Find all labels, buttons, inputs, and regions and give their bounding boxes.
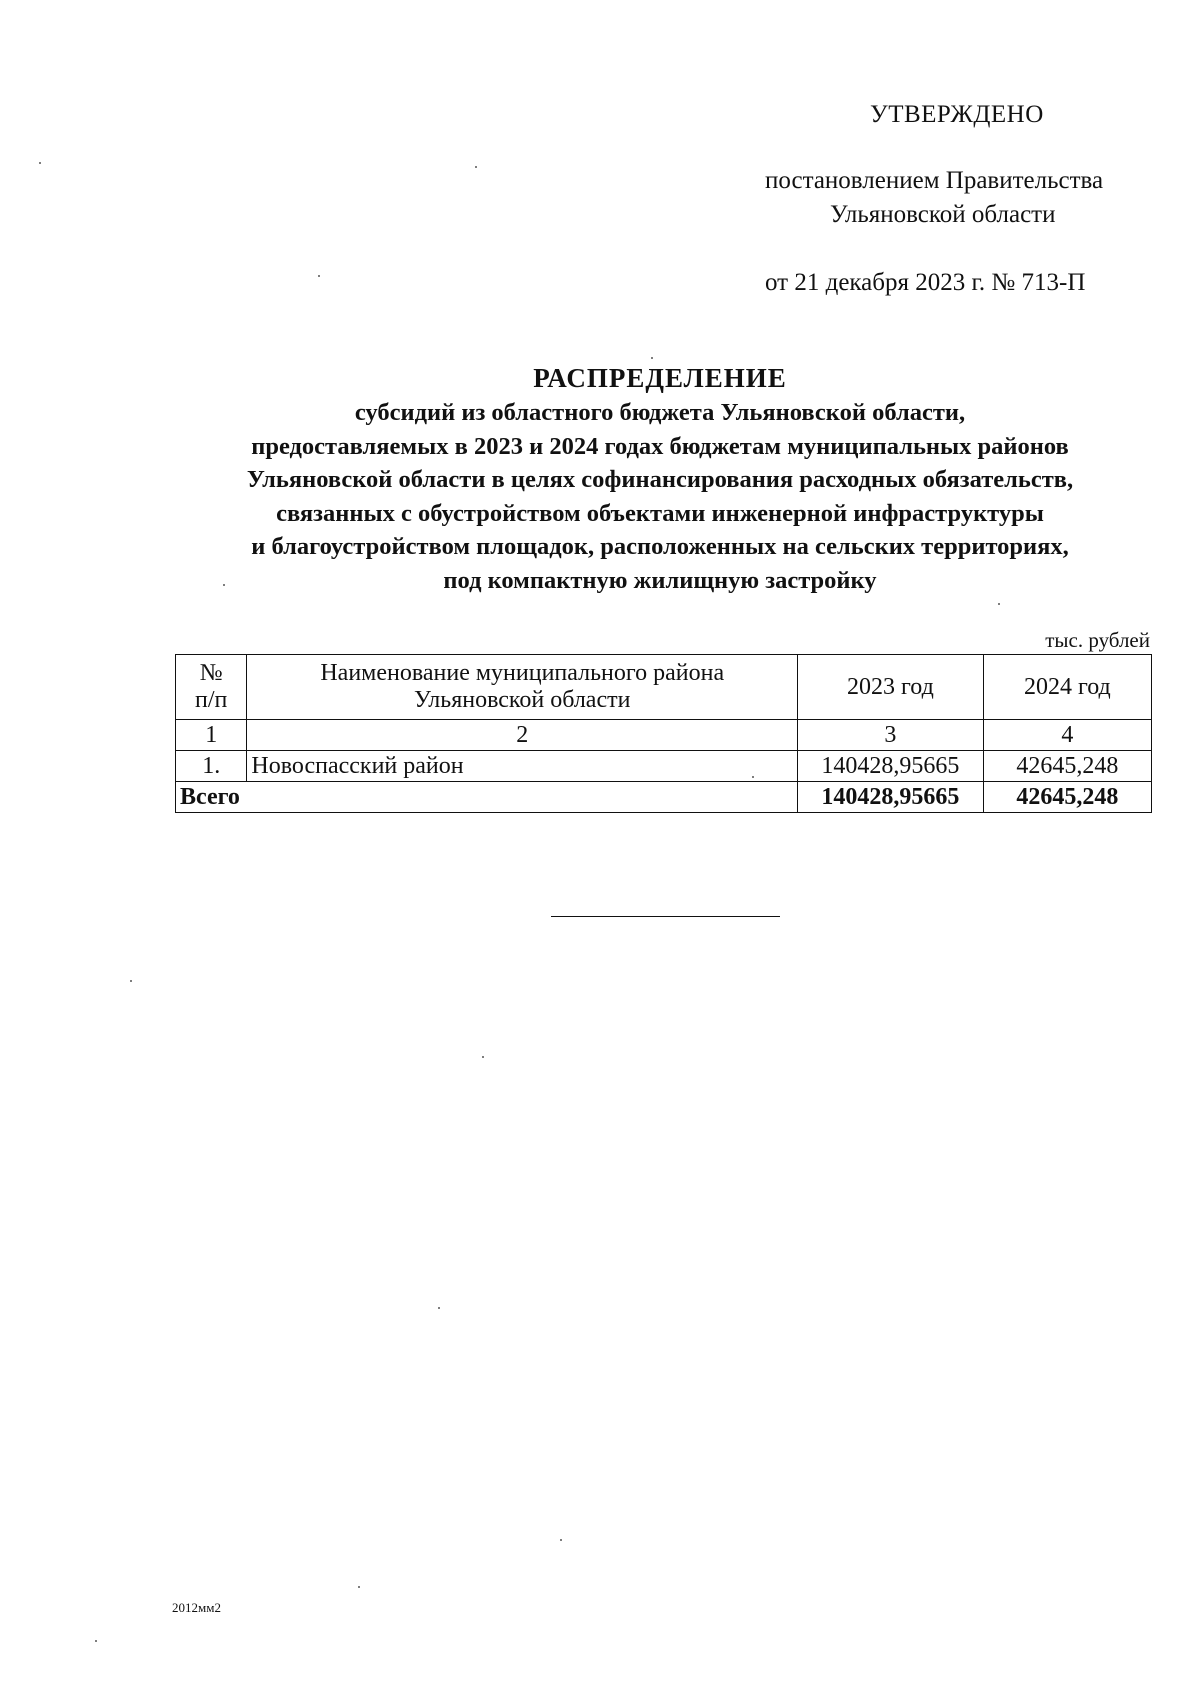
total-label-cell: Всего <box>176 782 798 813</box>
scan-speck <box>95 1640 97 1642</box>
scan-speck <box>223 584 225 586</box>
header-name-line1: Наименование муниципального района <box>320 660 725 686</box>
column-index-cell: 4 <box>983 720 1151 751</box>
subtitle-line: и благоустройством площадок, расположенных на сельских территориях, <box>251 533 1069 560</box>
header-number <box>176 655 247 720</box>
document-title-block <box>150 360 1170 597</box>
units-label: тыс. рублей <box>1045 628 1150 652</box>
approval-stamp-text: УТВЕРЖДЕНО <box>870 101 1044 128</box>
header-district-name <box>247 655 798 720</box>
document-subtitle <box>150 396 1170 597</box>
scan-speck <box>560 1539 562 1541</box>
end-separator-line <box>551 916 780 917</box>
subtitle-line: субсидий из областного бюджета Ульяновской области, <box>354 399 966 426</box>
distribution-table <box>175 654 1152 813</box>
scan-speck <box>438 1307 440 1309</box>
header-year-2023: 2023 год <box>798 655 984 720</box>
header-year-2024: 2024 год <box>983 655 1151 720</box>
decree-reference-line1: постановлением Правительства <box>765 167 1104 194</box>
scan-speck <box>39 162 41 164</box>
subtitle-line: предоставляемых в 2023 и 2024 годах бюджетам муниципальных районов <box>251 432 1069 460</box>
scan-speck <box>130 980 132 982</box>
decree-date: от 21 декабря 2023 г. № 713-П <box>765 269 1086 296</box>
header-number-line1: № <box>199 660 223 686</box>
table-row <box>176 751 1152 782</box>
subtitle-line: Ульяновской области в целях софинансирования расходных обязательств, <box>246 466 1074 493</box>
header-number-line2: п/п <box>195 687 228 713</box>
scan-speck <box>482 1056 484 1058</box>
document-title: РАСПРЕДЕЛЕНИЕ <box>533 363 787 393</box>
amount-2023-cell: 140428,95665 <box>798 751 984 782</box>
amount-2024-cell: 42645,248 <box>983 751 1151 782</box>
scan-speck <box>318 275 320 277</box>
table-total-row <box>176 782 1152 813</box>
scan-speck <box>752 776 754 778</box>
column-index-cell: 3 <box>798 720 984 751</box>
column-index-cell: 1 <box>176 720 247 751</box>
subtitle-line: под компактную жилищную застройку <box>443 566 877 594</box>
total-2023-cell: 140428,95665 <box>798 782 984 813</box>
total-2024-cell: 42645,248 <box>983 782 1151 813</box>
row-number-cell: 1. <box>176 751 247 782</box>
scan-speck <box>998 603 1000 605</box>
scan-speck <box>651 357 653 359</box>
table-header-row <box>176 655 1152 720</box>
scan-speck <box>358 1586 360 1588</box>
district-name-cell: Новоспасский район <box>247 751 798 782</box>
table-column-index-row <box>176 720 1152 751</box>
decree-reference-line2: Ульяновской области <box>830 201 1056 228</box>
header-name-line2: Ульяновской области <box>414 687 631 713</box>
footer-document-code: 2012мм2 <box>172 1600 221 1615</box>
scan-speck <box>475 166 477 168</box>
column-index-cell: 2 <box>247 720 798 751</box>
subtitle-line: связанных с обустройством объектами инженерной инфраструктуры <box>276 499 1044 527</box>
